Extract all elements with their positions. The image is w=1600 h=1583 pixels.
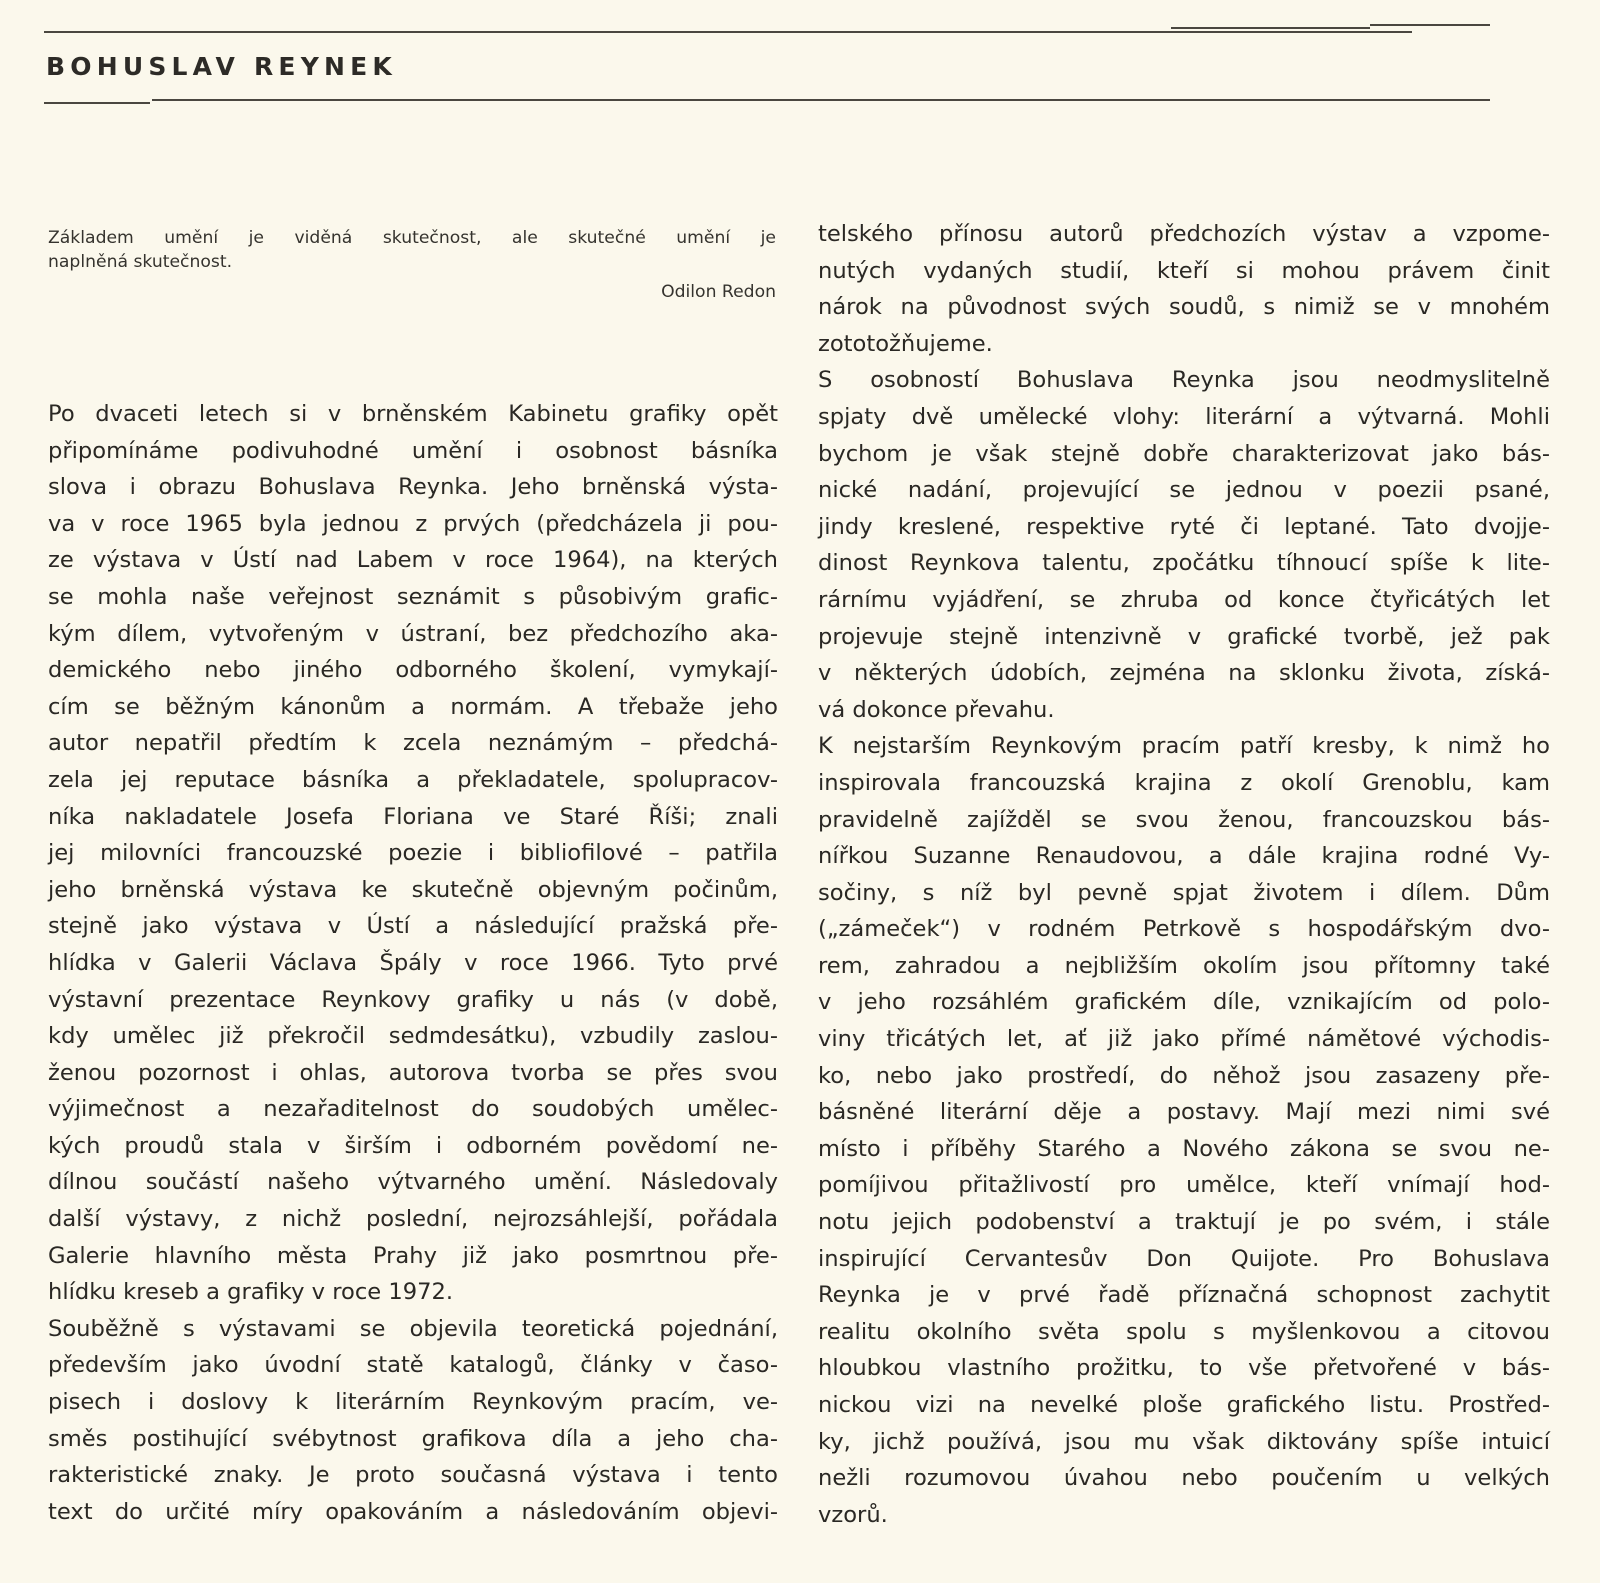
text-line: kých proudů stala v širším i odborném povědomí ne-: [48, 1132, 778, 1159]
text-line: ko, nebo jako prostředí, do něhož jsou zasazeny pře-: [818, 1062, 1550, 1089]
text-line: nické nadání, projevující se jednou v poezii psané,: [818, 477, 1550, 504]
right-column: [818, 216, 1550, 1533]
text-line: Souběžně s výstavami se objevila teoretická pojednání,: [48, 1315, 778, 1342]
text-line: rárnímu vyjádření, se zhruba od konce čtyřicátých let: [818, 586, 1550, 613]
text-line: v některých údobích, zejména na sklonku života, získá-: [818, 660, 1550, 687]
epigraph-line: naplněná skutečnost.: [48, 252, 233, 272]
text-line: slova i obrazu Bohuslava Reynka. Jeho brněnská výsta-: [48, 474, 778, 501]
text-line: bychom je však stejně dobře charakterizovat jako bás-: [818, 440, 1550, 467]
text-line: nickou vizi na nevelké ploše grafického listu. Prostřed-: [818, 1392, 1550, 1418]
page-title: BOHUSLAV REYNEK: [46, 52, 397, 81]
text-line: („zámeček“) v rodném Petrkově s hospodářským dvo-: [818, 916, 1550, 943]
text-line: zela jej reputace básníka a překladatele, spolupracov-: [48, 766, 778, 793]
text-line: rem, zahradou a nejbližším okolím jsou přítomny také: [818, 952, 1550, 979]
text-line: v jeho rozsáhlém grafickém díle, vznikajícím od polo-: [818, 989, 1550, 1016]
text-line: výstavní prezentace Reynkovy grafiky u nás (v době,: [48, 986, 778, 1013]
text-line: nárok na původnost svých soudů, s nimiž se v mnohém: [818, 294, 1550, 321]
bottom-rule-main: [152, 99, 1490, 101]
text-line: va v roce 1965 byla jednou z prvých (předcházela ji pou-: [48, 510, 778, 537]
text-line: Galerie hlavního města Prahy již jako posmrtnou pře-: [48, 1242, 778, 1269]
text-line: výjimečnost a nezařaditelnost do soudobých umělec-: [48, 1096, 778, 1123]
text-line: inspirovala francouzská krajina z okolí Grenoblu, kam: [818, 769, 1550, 796]
text-line: ženou pozornost i ohlas, autorova tvorba se přes svou: [48, 1059, 778, 1086]
top-rule-right: [1370, 24, 1490, 26]
text-line: Reynka je v prvé řadě příznačná schopnost zachytit: [818, 1282, 1550, 1309]
text-line: dinost Reynkova talentu, zpočátku tíhnoucí spíše k lite-: [818, 550, 1550, 577]
text-line: především jako úvodní statě katalogů, články v časo-: [48, 1352, 778, 1379]
text-line: K nejstarším Reynkovým pracím patří kresby, k nimž ho: [818, 733, 1550, 760]
text-line: hlídka v Galerii Václava Špály v roce 1966. Tyto prvé: [48, 949, 778, 976]
text-line: jindy kreslené, respektive ryté či leptané. Tato dvojje-: [818, 513, 1550, 540]
text-line: ze výstava v Ústí nad Labem v roce 1964), na kterých: [48, 547, 778, 574]
bottom-rule-left: [44, 102, 150, 104]
text-line: zototožňujeme.: [818, 330, 993, 357]
text-line: pisech i doslovy k literárním Reynkovým pracím, ve-: [48, 1389, 778, 1416]
text-line: notu jejich podobenství a traktují je po svém, i stále: [818, 1209, 1550, 1236]
text-line: dílnou součástí našeho výtvarného umění. Následovaly: [48, 1169, 778, 1196]
epigraph-author: Odilon Redon: [661, 282, 776, 302]
text-line: pravidelně zajížděl se svou ženou, francouzskou bás-: [818, 806, 1550, 833]
text-line: sočiny, s níž byl pevně spjat životem i dílem. Dům: [818, 879, 1550, 906]
top-rule-left: [44, 31, 1412, 33]
text-line: kdy umělec již překročil sedmdesátku), vzbudily zaslou-: [48, 1023, 778, 1050]
left-column: [48, 396, 778, 1530]
text-line: jeho brněnská výstava ke skutečně objevným počinům,: [48, 876, 778, 903]
text-line: níka nakladatele Josefa Floriana ve Staré Říši; znali: [48, 803, 778, 830]
epigraph-line: Základem umění je viděná skutečnost, ale skutečné umění je: [48, 228, 776, 248]
text-line: místo i příběhy Starého a Nového zákona se svou ne-: [818, 1135, 1550, 1162]
text-line: realitu okolního světa spolu s myšlenkovou a citovou: [818, 1318, 1550, 1345]
text-line: autor nepatřil předtím k zcela neznámým – předchá-: [48, 730, 778, 757]
text-line: demického nebo jiného odborného školení, vymykají-: [48, 657, 778, 684]
text-line: rakteristické znaky. Je proto současná výstava i tento: [48, 1462, 778, 1489]
text-line: hlídku kreseb a grafiky v roce 1972.: [48, 1279, 453, 1306]
text-line: S osobností Bohuslava Reynka jsou neodmyslitelně: [818, 367, 1550, 394]
text-line: inspirující Cervantesův Don Quijote. Pro Bohuslava: [818, 1245, 1550, 1272]
text-line: nežli rozumovou úvahou nebo poučením u velkých: [818, 1465, 1550, 1492]
text-line: Po dvaceti letech si v brněnském Kabinetu grafiky opět: [48, 401, 778, 427]
text-line: hloubkou vlastního prožitku, to vše přetvořené v bás-: [818, 1355, 1550, 1382]
text-line: směs postihující svébytnost grafikova díla a jeho cha-: [48, 1425, 778, 1452]
text-line: básněné literární děje a postavy. Mají mezi nimi své: [818, 1099, 1550, 1126]
text-line: připomínáme podivuhodné umění i osobnost básníka: [48, 437, 778, 464]
text-line: stejně jako výstava v Ústí a následující pražská pře-: [48, 913, 778, 940]
top-rule-right-b: [1171, 27, 1370, 29]
text-line: nířkou Suzanne Renaudovou, a dále krajina rodné Vy-: [818, 843, 1550, 870]
text-line: text do určité míry opakováním a následováním objevi-: [48, 1498, 778, 1525]
text-line: se mohla naše veřejnost seznámit s působivým grafic-: [48, 583, 778, 610]
text-line: vzorů.: [818, 1501, 888, 1528]
text-line: cím se běžným kánonům a normám. A třebaže jeho: [48, 693, 778, 720]
text-line: projevuje stejně intenzivně v grafické tvorbě, jež pak: [818, 623, 1550, 650]
text-line: ky, jichž používá, jsou mu však diktovány spíše intuicí: [818, 1428, 1550, 1455]
text-line: pomíjivou přitažlivostí pro umělce, kteří vnímají hod-: [818, 1172, 1550, 1199]
epigraph: [48, 226, 776, 304]
text-line: spjaty dvě umělecké vlohy: literární a výtvarná. Mohli: [818, 403, 1550, 430]
text-line: viny třicátých let, ať již jako přímé námětové východis-: [818, 1026, 1550, 1053]
text-line: nutých vydaných studií, kteří si mohou právem činit: [818, 257, 1550, 284]
text-line: kým dílem, vytvořeným v ústraní, bez předchozího aka-: [48, 620, 778, 647]
text-line: jej milovníci francouzské poezie i bibliofilové – patřila: [48, 840, 778, 867]
text-line: vá dokonce převahu.: [818, 696, 1055, 723]
text-line: další výstavy, z nichž poslední, nejrozsáhlejší, pořádala: [48, 1206, 778, 1233]
text-line: telského přínosu autorů předchozích výstav a vzpome-: [818, 221, 1550, 247]
